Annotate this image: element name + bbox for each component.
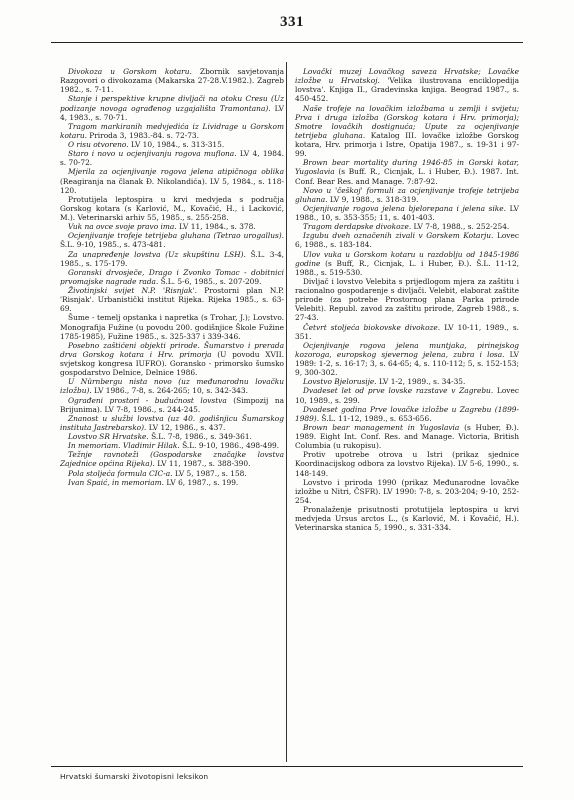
entry-citation: Š.L. 11-12, 1989., s. 653-656. <box>319 413 432 423</box>
entry-citation: LV 4, 1984. s. 70-72. <box>60 149 284 168</box>
entry-title: Vuk na ovce svoje pravo ima. <box>68 222 177 232</box>
entry-citation: (Reagiranja na članak Đ. Nikolandića). LV 5, 1984., s. 118-120. <box>60 176 284 195</box>
entry-title: Životinjski svijet N.P. 'Risnjak'. <box>68 286 198 295</box>
entry-citation: (s Huber, Đ.). 1989. Eight Int. Conf. Res. and Manage. Victoria, British Columbia (u rukopisu). <box>295 422 519 451</box>
entry-title: Naše trofeje na lovačkim izložbama u zemlji i svijetu; Prva i druga izložba (Gorskog kotara i Hrv. primorja); Smotre lovačkih dostignuća; Upute za ocjenjivanje tetrijeba gluhana. <box>295 103 519 140</box>
bibliography-entry <box>60 432 284 441</box>
bibliography-entry <box>295 277 519 323</box>
entry-title: Izgubu dveh označenih zivali v Gorskem Kotarju. <box>303 231 494 241</box>
bibliography-entry <box>295 386 519 404</box>
entry-title: Pola stoljeća formula CIC-a. <box>68 468 173 478</box>
entry-citation: Priroda 3, 1983.-84. s. 72-73. <box>86 130 199 140</box>
bibliography-entry <box>60 313 284 340</box>
entry-citation: Protutijela leptospira u krvi medvjeda s područja Gorskog kotara (s Karlović, M., Kovačić, H., i Lacković, M.). Veterinarski arhiv 55, 1985., s. 255-258. <box>60 194 284 222</box>
bibliography-entry <box>295 222 519 231</box>
bibliography-entry <box>60 414 284 432</box>
entry-citation: Lovec 10, 1989., s. 299. <box>295 386 519 405</box>
entry-title: Divokoza u Gorskom kotaru. <box>68 67 192 76</box>
column-divider <box>286 62 287 762</box>
bibliography-entry <box>60 396 284 414</box>
bibliography-entry <box>60 67 284 94</box>
bibliography-entry <box>60 377 284 395</box>
bibliography-column-right <box>295 67 519 532</box>
entry-citation: LV 10, 1984., s. 313-315. <box>128 140 225 149</box>
bibliography-entry <box>60 195 284 222</box>
entry-citation: 'Velika ilustrovana enciklopedija lovstva'. Knjiga II., Gradevinska knjiga. Beograd 1987., s. 450-452. <box>295 76 520 104</box>
entry-title: Težnje ravnoteži (Gospodarske značajke lovstva Zajednice općina Rijeka). <box>60 450 284 469</box>
entry-title: Ocjenjivanje trofeje tetrijeba gluhana (Tetrao urogallus). <box>68 231 284 241</box>
bibliography-entry <box>295 231 519 249</box>
running-footer: Hrvatski šumarski životopisni leksikon <box>60 772 209 781</box>
entry-citation: Šume - temelj opstanka i napretka (s Trohar, J.); Lovstvo. Monografija Fužine (u povodu 200. godišnjice Škole Fužine 1785-1985), Fužine 1985., s. 325-337 i 339-346. <box>60 313 284 341</box>
entry-title: Tragom derdapske divokoze. <box>303 222 412 232</box>
entry-citation: LV 1-2, 1989., s. 34-35. <box>376 377 466 387</box>
entry-citation: Zbornik savjetovanja Razgovori o divokozama (Makarska 27-28.V.1982.). Zagreb 1982., s. 7-11. <box>60 67 284 95</box>
bibliography-entry <box>60 122 284 140</box>
bibliography-entry <box>295 450 519 477</box>
bibliography-entry <box>295 67 519 104</box>
entry-title: Ocjenjivanje rogova jelena muntjaka, pirinejskog kozoroga, europskog sjevernog jelena, zubra i losa. <box>295 340 519 359</box>
entry-title: Četvrt stoljeća biokovske divokoze. <box>303 322 441 332</box>
entry-citation: LV 1989: 1-2, s. 16-17; 3, s. 64-65; 4, s. 110-112; 5, s. 152-153; 9, 300-302. <box>295 349 519 378</box>
entry-citation: Divljač i lovstvo Velebita s prijedlogom mjera za zaštitu i racionalno gospodarenje s divljači. Velebit, elaborat zaštite prirode (za potrebe Prostornog plana Parka prirode Velebit). Republ. zavod za zaštitu prirode, Zagreb 1988., s. 27-43. <box>295 276 519 323</box>
entry-citation: Katalog III. lovačke izložbe Gorskog kotara, Hrv. primorja i Istre, Opatija 1987., s. 19-31 i 97-99. <box>295 130 519 159</box>
entry-title: Lovstvo SR Hrvatske. <box>68 432 149 441</box>
entry-citation: LV 11, 1987., s. 388-390. <box>154 459 251 469</box>
entry-citation: Š.L. 9-10, 1986., 498-499. <box>179 441 280 451</box>
entry-citation: LV 9, 1988., s. 318-319. <box>327 194 419 204</box>
bibliography-entry <box>60 478 284 487</box>
entry-citation: Lovec 6, 1988., s. 183-184. <box>295 231 519 250</box>
bibliography-entry <box>295 423 519 450</box>
entry-citation: LV 5, 1987., s. 158. <box>172 468 247 478</box>
entry-citation: LV 6, 1987., s. 199. <box>164 477 239 487</box>
bibliography-entry <box>60 250 284 268</box>
bibliography-entry <box>60 149 284 167</box>
bibliography-entry <box>60 341 284 378</box>
bibliography-entry <box>295 186 519 204</box>
entry-citation: Š.L. 5-6, 1985., s. 207-209. <box>158 276 262 286</box>
entry-title: Lovstvo Bjelorusije. <box>303 377 377 387</box>
bibliography-entry <box>295 405 519 423</box>
bibliography-entry <box>60 167 284 194</box>
entry-title: Ocjenjivanje rogova jelena bjelorepana i jelena sike. <box>303 203 507 213</box>
entry-title: Ivan Spaić, in memoriam. <box>68 477 164 487</box>
entry-citation: LV 1988., 10, s. 353-355; 11, s. 401-403. <box>295 203 519 222</box>
entry-citation: (s Buff. R., Cicnjak, L. i Huber, Đ.). 1987. Int. Conf. Bear Res. and Manage. 7:87-92. <box>295 167 519 186</box>
bibliography-entry <box>295 104 519 159</box>
footer-rule <box>51 766 523 767</box>
entry-title: Posebno zaštićeni objekti prirode. Šumarstvo i prerada drva Gorskog kotara i Hrv. primorja <box>60 340 284 359</box>
entry-title: Staro i novo u ocjenjivanju rogova muflona. <box>68 149 237 159</box>
entry-citation: Š.L. 7-8, 1986., s. 349-361. <box>148 432 252 441</box>
entry-citation: Prostorni plan N.P. 'Risnjak'. Urbanistički institut Rijeka. Rijeka 1985., s. 63-69. <box>60 286 284 314</box>
entry-title: Mjerila za ocjenjivanje rogova jelena atipičnoga oblika <box>68 167 284 177</box>
entry-title: Ulov vuka u Gorskom kotaru u razdoblju od 1845-1986 godine <box>295 249 519 268</box>
entry-citation: LV 4, 1983., s. 70-71. <box>60 103 285 122</box>
entry-title: Ograđeni prostori - budućnost lovstva <box>68 395 227 405</box>
entry-citation: LV 7-8, 1988., s. 252-254. <box>411 222 510 232</box>
entry-title: Novo u 'češkoj' formuli za ocjenjivanje trofeje tetrijeba gluhana. <box>295 185 519 204</box>
header-rule <box>51 42 523 43</box>
entry-citation: Pronalaženje prisutnosti protutijela leptospira u krvi medvjeda Ursus arctos L., (s Karlović, M. i Kovačić, H.). Veterinarska stanica 5, 1990., s. 331-334. <box>295 505 519 533</box>
entry-title: Brown bear management in Yugoslavia <box>303 422 460 432</box>
entry-title: Tragom markiranih medvjedića iz Lividrage u Gorskom kotaru. <box>60 121 284 140</box>
bibliography-entry <box>60 286 284 313</box>
entry-citation: LV 10-11, 1989., s. 351. <box>295 322 519 341</box>
bibliography-entry <box>295 204 519 222</box>
bibliography-entry <box>60 231 284 249</box>
entry-title: Za unapređenje lovstva (Uz skupštinu LSH). <box>68 249 246 259</box>
bibliography-entry <box>295 377 519 386</box>
entry-citation: (Simpozij na Brijunima). LV 7-8, 1986., s. 244-245. <box>60 395 284 414</box>
entry-citation: LV 12, 1986., s. 437. <box>146 422 226 432</box>
bibliography-entry <box>60 268 284 286</box>
entry-citation: Protiv upotrebe otrova u Istri (prikaz sjednice Koordinacijskog odbora za lovstvo Rijeka). LV 5-6, 1990., s. 148-149. <box>295 450 519 478</box>
entry-title: O risu otvoreno. <box>68 140 129 149</box>
bibliography-entry <box>295 323 519 341</box>
entry-citation: LV 1986., 7-8, s. 264-265; 10, s. 342-343. <box>91 386 248 396</box>
page-number: 331 <box>280 14 304 30</box>
bibliography-entry <box>295 250 519 277</box>
bibliography-entry <box>60 140 284 149</box>
bibliography-entry <box>60 450 284 468</box>
entry-title: U Nürnbergu nista novo (uz međunarodnu lovačku izložbu). <box>60 377 284 396</box>
bibliography-entry <box>295 341 519 378</box>
bibliography-entry <box>295 478 519 505</box>
entry-title: Dvadeset godina Prve lovačke izložbe u Zagrebu (1899-1989). <box>295 404 519 423</box>
bibliography-entry <box>295 158 519 185</box>
bibliography-column-left <box>60 67 284 487</box>
bibliography-entry <box>295 505 519 532</box>
entry-citation: Lovstvo i priroda 1990 (prikaz Međunarodne lovačke izložbe u Nitri, ČSFR). LV 1990: 7-8, s. 203-204; 9-10, 252-254. <box>295 477 519 505</box>
entry-title: Znanost u službi lovstva (uz 40. godišnjicu Šumarskog instituta Jastrebarsko). <box>60 413 284 432</box>
entry-citation: (s Buff, R., Cicnjak, L. i Huber, Đ.). Š.L. 11-12, 1988., s. 519-530. <box>295 258 519 277</box>
bibliography-entry <box>60 441 284 450</box>
bibliography-entry <box>60 222 284 231</box>
entry-title: Goranski drvosječe, Drago i Zvonko Tomac - dobitnici prvomajske nagrade rada. <box>60 267 284 286</box>
bibliography-entry <box>60 94 284 121</box>
entry-title: Brown bear mortality during 1946-85 in Gorski kotar, Yugoslavia <box>295 158 519 177</box>
entry-title: In memoriam. Vladimir Hilak. <box>68 441 180 451</box>
entry-title: Stanje i perspektive krupne divljači na otoku Cresu (Uz podizanje novoga ograđenog uzgajališta Tramontana). <box>60 94 284 113</box>
entry-citation: Š.L. 3-4, 1985., s. 175-179. <box>60 249 285 268</box>
entry-title: Dvadeset let od prve lovske razstave v Zagrebu. <box>303 386 494 396</box>
entry-citation: (U povodu XVII. svjetskog kongresa IUFRO). Goransko - primorsko šumsko gospodarstvo Delnice, Delnice 1986. <box>60 349 284 378</box>
entry-citation: Š.L. 9-10, 1985., s. 473-481. <box>60 240 166 250</box>
entry-title: Lovački muzej Lovačkog saveza Hrvatske; Lovačke izložbe u Hrvatskoj. <box>295 67 519 86</box>
bibliography-entry <box>60 469 284 478</box>
entry-citation: LV 11, 1984., s. 378. <box>176 222 256 232</box>
